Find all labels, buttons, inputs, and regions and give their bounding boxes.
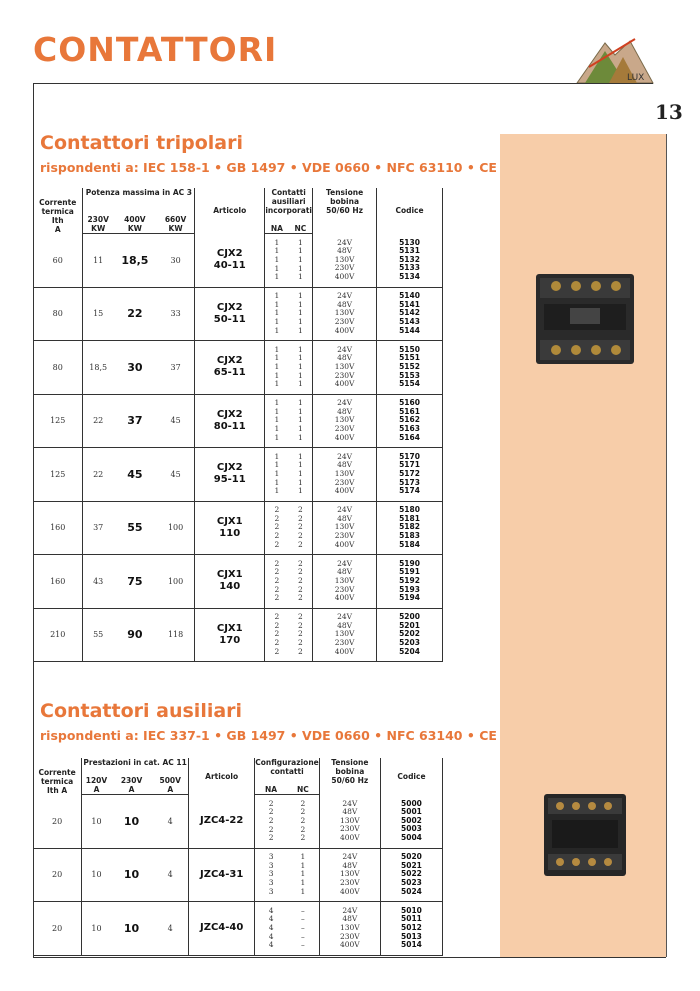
cell-nc: – – – – – <box>287 902 319 956</box>
section-subtitle-ausiliari: rispondenti a: IEC 337-1 • GB 1497 • VDE 0660 • NFC 63140 • CE <box>40 728 497 743</box>
col-tensione: Tensione bobina 50/60 Hz <box>313 188 377 234</box>
col-corrente: Corrente termica Ith A <box>33 758 82 795</box>
col-na: NA <box>255 776 287 795</box>
cell-codici: 5150 5151 5152 5153 5154 <box>377 341 443 395</box>
col-400v: 400V KW <box>113 215 157 234</box>
cell-kw660: 33 <box>157 287 195 341</box>
cell-kw400: 90 <box>113 608 157 662</box>
cell-kw660: 118 <box>157 608 195 662</box>
cell-articolo: CJX2 50-11 <box>195 287 265 341</box>
cell-codici: 5140 5141 5142 5143 5144 <box>377 287 443 341</box>
col-codice: Codice <box>380 758 442 795</box>
cell-codici: 5130 5131 5132 5133 5134 <box>377 234 443 288</box>
cell-ith: 125 <box>33 448 83 502</box>
cell-na: 1 1 1 1 1 <box>265 287 289 341</box>
cell-codici: 5190 5191 5192 5193 5194 <box>377 555 443 609</box>
ar-lux-logo <box>575 35 655 87</box>
cell-nc: 2 2 2 2 2 <box>289 501 313 555</box>
cell-ith: 80 <box>33 287 83 341</box>
cell-tensioni: 24V 48V 130V 230V 400V <box>313 341 377 395</box>
ce-mark: CE <box>479 160 497 175</box>
cell-kw400: 37 <box>113 394 157 448</box>
cell-ith: 60 <box>33 234 83 288</box>
cell-codici: 5200 5201 5202 5203 5204 <box>377 608 443 662</box>
cell-codici: 5180 5181 5182 5183 5184 <box>377 501 443 555</box>
cell-ith: 20 <box>33 848 82 902</box>
cell-na: 2 2 2 2 2 <box>265 555 289 609</box>
cell-nc: 1 1 1 1 1 <box>289 287 313 341</box>
cell-nc: 1 1 1 1 1 <box>287 848 319 902</box>
cell-articolo: CJX1 140 <box>195 555 265 609</box>
photo-column-edge <box>666 134 667 957</box>
cell-kw230: 11 <box>83 234 113 288</box>
cell-tensioni: 24V 48V 130V 230V 400V <box>319 848 380 902</box>
cell-nc: 1 1 1 1 1 <box>289 234 313 288</box>
tripolari-table <box>33 188 443 662</box>
cell-a120: 10 <box>82 795 111 849</box>
cell-a120: 10 <box>82 848 111 902</box>
cell-kw660: 37 <box>157 341 195 395</box>
cell-tensioni: 24V 48V 130V 230V 400V <box>313 287 377 341</box>
cell-kw400: 22 <box>113 287 157 341</box>
cell-kw660: 100 <box>157 555 195 609</box>
cell-articolo: JZC4-40 <box>189 902 255 956</box>
cell-codici: 5000 5001 5002 5003 5004 <box>380 795 442 849</box>
cell-kw400: 45 <box>113 448 157 502</box>
cell-na: 1 1 1 1 1 <box>265 394 289 448</box>
section-title-tripolari: Contattori tripolari <box>40 132 243 154</box>
page-title: CONTATTORI <box>33 30 278 69</box>
cell-ith: 160 <box>33 555 83 609</box>
cell-articolo: JZC4-31 <box>189 848 255 902</box>
cell-tensioni: 24V 48V 130V 230V 400V <box>313 608 377 662</box>
table-row <box>33 608 443 662</box>
cell-na: 2 2 2 2 2 <box>265 608 289 662</box>
cell-tensioni: 24V 48V 130V 230V 400V <box>319 795 380 849</box>
cell-articolo: CJX1 110 <box>195 501 265 555</box>
cell-a500: 4 <box>152 902 188 956</box>
cell-articolo: CJX2 65-11 <box>195 341 265 395</box>
table-row <box>33 394 443 448</box>
cell-na: 1 1 1 1 1 <box>265 341 289 395</box>
col-codice: Codice <box>377 188 443 234</box>
contactor-tripolare-photo <box>530 268 640 370</box>
cell-kw660: 30 <box>157 234 195 288</box>
section-subtitle-tripolari: rispondenti a: IEC 158-1 • GB 1497 • VDE 0660 • NFC 63110 • CE <box>40 160 497 175</box>
cell-a500: 4 <box>152 848 188 902</box>
cell-na: 4 4 4 4 4 <box>255 902 287 956</box>
cell-na: 1 1 1 1 1 <box>265 234 289 288</box>
col-articolo: Articolo <box>189 758 255 795</box>
cell-kw660: 45 <box>157 394 195 448</box>
cell-articolo: JZC4-22 <box>189 795 255 849</box>
col-articolo: Articolo <box>195 188 265 234</box>
cell-nc: 1 1 1 1 1 <box>289 394 313 448</box>
section-title-ausiliari: Contattori ausiliari <box>40 700 243 722</box>
col-na: NA <box>265 215 289 234</box>
cell-codici: 5170 5171 5172 5173 5174 <box>377 448 443 502</box>
cell-kw230: 22 <box>83 448 113 502</box>
col-prestazioni: Prestazioni in cat. AC 11 <box>82 758 189 776</box>
col-nc: NC <box>287 776 319 795</box>
svg-text:LUX: LUX <box>627 73 645 83</box>
ausiliari-table <box>33 758 443 956</box>
cell-a230: 10 <box>111 902 153 956</box>
col-corrente: Corrente termica Ith A <box>33 188 83 234</box>
col-potenza: Potenza massima in AC 3 <box>83 188 195 215</box>
cell-ith: 160 <box>33 501 83 555</box>
contactor-ausiliario-photo <box>540 790 630 880</box>
cell-tensioni: 24V 48V 130V 230V 400V <box>313 234 377 288</box>
table-row <box>33 795 443 849</box>
cell-kw230: 37 <box>83 501 113 555</box>
table-row <box>33 448 443 502</box>
cell-tensioni: 24V 48V 130V 230V 400V <box>313 394 377 448</box>
cell-nc: 2 2 2 2 2 <box>289 608 313 662</box>
cell-codici: 5020 5021 5022 5023 5024 <box>380 848 442 902</box>
cell-na: 2 2 2 2 2 <box>265 501 289 555</box>
table-row <box>33 848 443 902</box>
ce-mark: CE <box>479 728 497 743</box>
cell-ith: 210 <box>33 608 83 662</box>
col-230v: 230V A <box>111 776 153 795</box>
cell-kw230: 55 <box>83 608 113 662</box>
cell-a500: 4 <box>152 795 188 849</box>
cell-tensioni: 24V 48V 130V 230V 400V <box>313 448 377 502</box>
cell-articolo: CJX2 40-11 <box>195 234 265 288</box>
table-row <box>33 555 443 609</box>
cell-kw230: 18,5 <box>83 341 113 395</box>
cell-ith: 20 <box>33 902 82 956</box>
col-660v: 660V KW <box>157 215 195 234</box>
cell-kw230: 43 <box>83 555 113 609</box>
table-row <box>33 234 443 288</box>
cell-kw660: 45 <box>157 448 195 502</box>
cell-codici: 5010 5011 5012 5013 5014 <box>380 902 442 956</box>
col-contatti: Contatti ausiliari incorporati <box>265 188 312 215</box>
cell-a230: 10 <box>111 848 153 902</box>
cell-articolo: CJX2 80-11 <box>195 394 265 448</box>
col-nc: NC <box>289 215 313 234</box>
col-tensione: Tensione bobina 50/60 Hz <box>319 758 380 795</box>
cell-na: 1 1 1 1 1 <box>265 448 289 502</box>
cell-na: 2 2 2 2 2 <box>255 795 287 849</box>
cell-nc: 2 2 2 2 2 <box>289 555 313 609</box>
col-configurazione: Configurazione contatti <box>255 758 319 776</box>
cell-na: 3 3 3 3 3 <box>255 848 287 902</box>
cell-nc: 1 1 1 1 1 <box>289 341 313 395</box>
cell-kw660: 100 <box>157 501 195 555</box>
cell-tensioni: 24V 48V 130V 230V 400V <box>313 501 377 555</box>
cell-codici: 5160 5161 5162 5163 5164 <box>377 394 443 448</box>
cell-kw230: 22 <box>83 394 113 448</box>
cell-kw230: 15 <box>83 287 113 341</box>
cell-kw400: 30 <box>113 341 157 395</box>
top-rule <box>33 83 653 84</box>
table-row <box>33 287 443 341</box>
table-row <box>33 902 443 956</box>
cell-kw400: 75 <box>113 555 157 609</box>
cell-ith: 80 <box>33 341 83 395</box>
cell-nc: 2 2 2 2 2 <box>287 795 319 849</box>
cell-tensioni: 24V 48V 130V 230V 400V <box>313 555 377 609</box>
table-row <box>33 341 443 395</box>
cell-articolo: CJX2 95-11 <box>195 448 265 502</box>
col-500v: 500V A <box>152 776 188 795</box>
cell-articolo: CJX1 170 <box>195 608 265 662</box>
col-230v: 230V KW <box>83 215 113 234</box>
cell-tensioni: 24V 48V 130V 230V 400V <box>319 902 380 956</box>
cell-nc: 1 1 1 1 1 <box>289 448 313 502</box>
cell-a120: 10 <box>82 902 111 956</box>
cell-kw400: 18,5 <box>113 234 157 288</box>
cell-ith: 125 <box>33 394 83 448</box>
cell-ith: 20 <box>33 795 82 849</box>
cell-a230: 10 <box>111 795 153 849</box>
col-120v: 120V A <box>82 776 111 795</box>
cell-kw400: 55 <box>113 501 157 555</box>
bottom-rule <box>33 957 666 958</box>
page-number: 13 <box>655 100 683 124</box>
table-row <box>33 501 443 555</box>
